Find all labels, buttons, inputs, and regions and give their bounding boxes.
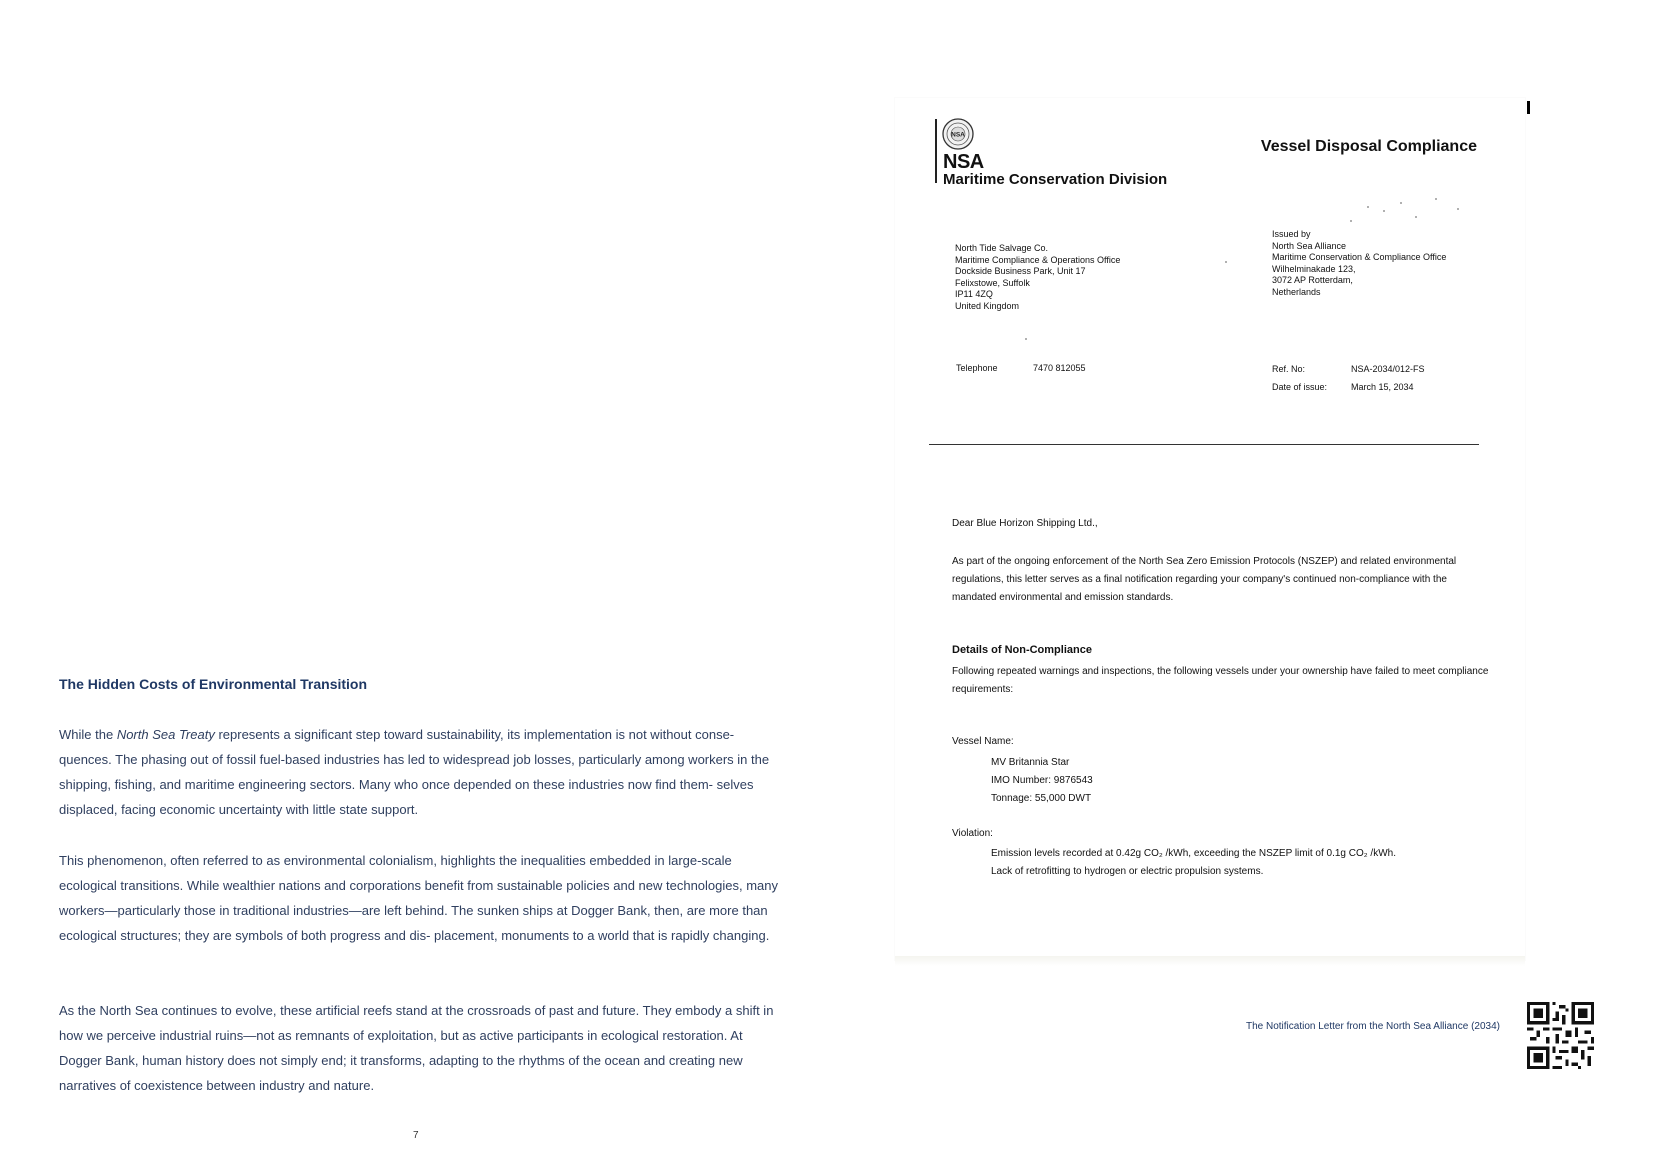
org-short-name: NSA xyxy=(943,151,984,173)
seal-text: NSA xyxy=(951,131,965,139)
notification-letter xyxy=(895,98,1525,960)
address-line: Issued by xyxy=(1272,229,1311,239)
scan-speck xyxy=(1225,261,1227,263)
address-line: Wilhelminakade 123, xyxy=(1272,263,1356,274)
scan-speck xyxy=(1400,202,1402,204)
scan-speck xyxy=(1350,220,1352,222)
vessel-line: IMO Number: 9876543 xyxy=(991,775,1093,786)
scan-speck xyxy=(1435,198,1437,200)
violation-line: Lack of retrofitting to hydrogen or electric propulsion systems. xyxy=(991,866,1264,877)
issuer-address xyxy=(1272,229,1446,299)
essay-heading: The Hidden Costs of Environmental Transition xyxy=(59,676,368,692)
address-line: Felixstowe, Suffolk xyxy=(955,277,1030,288)
scan-speck xyxy=(1025,338,1027,340)
recipient-address xyxy=(955,243,1120,313)
p1-text-before: While the xyxy=(59,727,117,742)
essay-paragraph-3: As the North Sea continues to evolve, these artificial reefs stand at the crossroads of past and future. They embody a shift in how we perceive industrial ruins—not as remnants of exploitation, but as active participants in ecological restoration. At Dogger Bank, human history does not simply end; it transforms, adapting to the rhythms of the ocean and creating new narratives of coexistence between industry and nature. xyxy=(59,1003,774,1093)
violation-label: Violation: xyxy=(952,828,993,839)
telephone-label: Telephone xyxy=(956,363,998,373)
treaty-title: North Sea Treaty xyxy=(116,727,215,742)
page-number: 7 xyxy=(413,1130,419,1141)
scan-edge xyxy=(895,956,1525,966)
ref-label: Ref. No: xyxy=(1272,364,1306,374)
salutation: Dear Blue Horizon Shipping Ltd., xyxy=(952,518,1098,529)
intro-paragraph: As part of the ongoing enforcement of the North Sea Zero Emission Protocols (NSZEP) and related environmental regulations, this letter serves as a final notification regarding your company's continued non-compliance with the mandated environmental and emission standards. xyxy=(952,556,1457,603)
letterhead-bar xyxy=(935,119,937,183)
details-heading: Details of Non-Compliance xyxy=(952,644,1092,656)
telephone-value: 7470 812055 xyxy=(1033,363,1086,373)
address-line: North Tide Salvage Co. xyxy=(955,243,1049,253)
letter-title: Vessel Disposal Compliance xyxy=(1260,138,1477,155)
address-line: Maritime Conservation & Compliance Office xyxy=(1272,252,1447,263)
figure-caption: The Notification Letter from the North Sea Alliance (2034) xyxy=(1245,1021,1500,1032)
violation-details xyxy=(991,845,1511,881)
essay-paragraph-2: This phenomenon, often referred to as environmental colonialism, highlights the inequalities embedded in large-scale ecological transitions. While wealthier nations and corporations benefit from sustainable policies and new technologies, many workers—particularly those in traditional industries—are left behind. The sunken ships at Dogger Bank, then, are more than ecological structures; they are symbols of both progress and dis- placement, monuments to a world that is rapidly changing. xyxy=(59,853,779,943)
address-line: Netherlands xyxy=(1272,286,1321,297)
letter-divider xyxy=(929,444,1479,445)
date-value: March 15, 2034 xyxy=(1351,382,1414,392)
address-line: 3072 AP Rotterdam, xyxy=(1272,275,1353,286)
address-line: United Kingdom xyxy=(955,300,1020,311)
qr-code-icon[interactable] xyxy=(1527,1002,1594,1069)
vessel-line: Tonnage: 55,000 DWT xyxy=(991,793,1092,804)
vessel-line: MV Britannia Star xyxy=(991,757,1070,768)
violation-line: Emission levels recorded at 0.42g CO₂ /kWh, exceeding the NSZEP limit of 0.1g CO₂ /kWh. xyxy=(991,848,1396,859)
p1-text-after: represents a significant step toward sustainability, its implementation is not without conse- quences. The phasing out of fossil fuel-based industries has led to widespread job losses, particularly among workers in the shipping, fishing, and maritime engineering sectors. Many who once depended on these industries now find them- selves displaced, facing economic uncertainty with little state support. xyxy=(59,727,770,817)
nsa-seal-icon xyxy=(942,118,974,150)
address-line: North Sea Alliance xyxy=(1272,240,1347,251)
scan-speck xyxy=(1367,206,1369,208)
org-division: Maritime Conservation Division xyxy=(943,171,1168,188)
corner-mark xyxy=(1527,101,1530,114)
vessel-details xyxy=(991,754,1093,808)
date-label: Date of issue: xyxy=(1272,382,1328,392)
address-line: Dockside Business Park, Unit 17 xyxy=(955,266,1086,277)
details-text: Following repeated warnings and inspections, the following vessels under your ownership have failed to meet compliance requirements: xyxy=(952,666,1489,695)
essay-paragraph-1 xyxy=(59,722,779,822)
scan-speck xyxy=(1457,208,1459,210)
address-line: IP11 4ZQ xyxy=(955,289,993,300)
vessel-label: Vessel Name: xyxy=(952,736,1014,747)
scan-speck xyxy=(1415,216,1417,218)
address-line: Maritime Compliance & Operations Office xyxy=(955,254,1121,265)
ref-value: NSA-2034/012-FS xyxy=(1351,364,1425,374)
scan-speck xyxy=(1383,210,1385,212)
